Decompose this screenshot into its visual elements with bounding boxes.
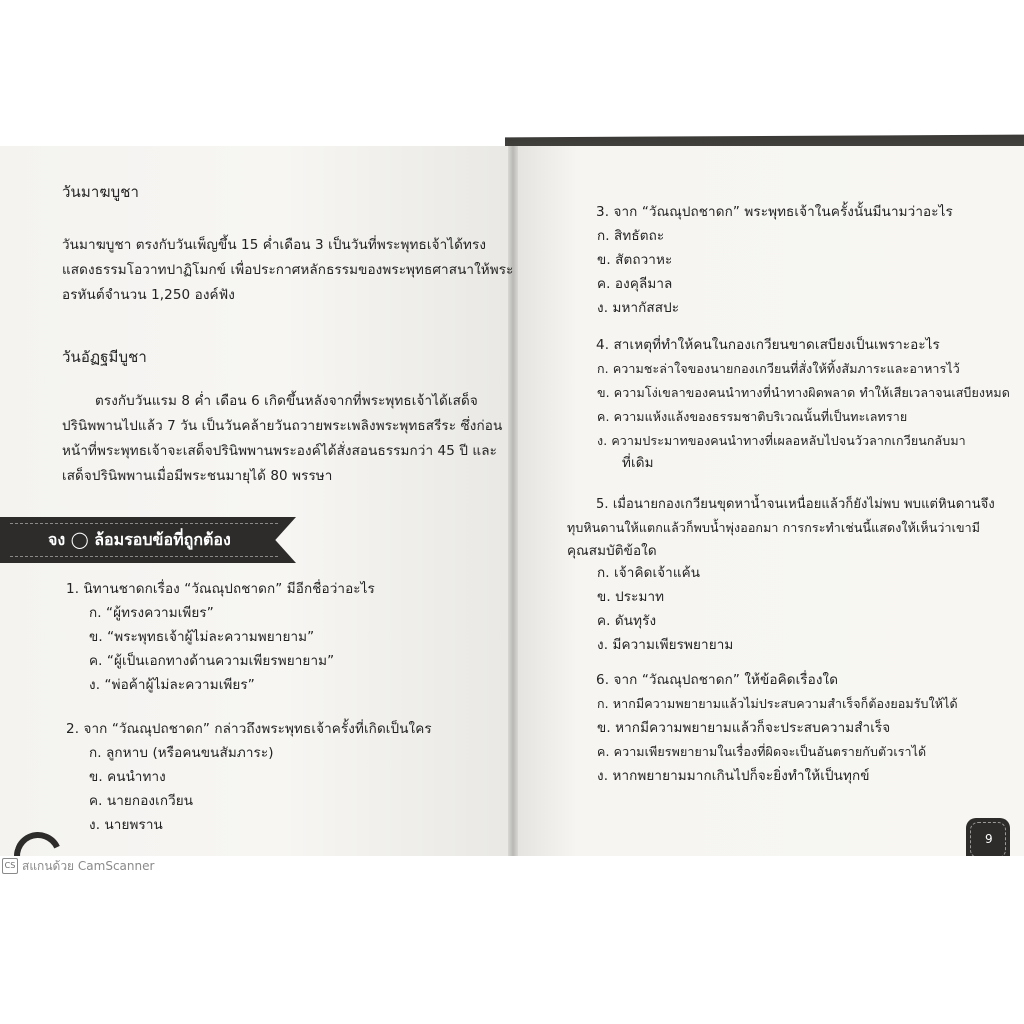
question-option: ง. มีความเพียรพยายาม bbox=[597, 637, 734, 653]
question-option: ง. “พ่อค้าผู้ไม่ละความเพียร” bbox=[89, 677, 255, 693]
paragraph-line: ตรงกับวันแรม 8 ค่ำ เดือน 6 เกิดขึ้นหลังจากที่พระพุทธเจ้าได้เสด็จ bbox=[95, 393, 478, 409]
question-option: ค. ความแห้งแล้งของธรรมชาติบริเวณนั้นที่เป็นทะเลทราย bbox=[597, 409, 908, 424]
question-option: ค. “ผู้เป็นเอกทางด้านความเพียรพยายาม” bbox=[89, 653, 335, 669]
question-option: ก. ลูกหาบ (หรือคนขนสัมภาระ) bbox=[89, 745, 274, 761]
camscanner-logo-icon: CS bbox=[2, 858, 18, 874]
question-2: 2. จาก “วัณณุปถชาดก” กล่าวถึงพระพุทธเจ้าครั้งที่เกิดเป็นใคร bbox=[66, 721, 432, 737]
paragraph-line: อรหันต์จำนวน 1,250 องค์ฟัง bbox=[62, 287, 235, 303]
paragraph-line: วันมาฆบูชา ตรงกับวันเพ็ญขึ้น 15 ค่ำเดือน 3 เป็นวันที่พระพุทธเจ้าได้ทรง bbox=[62, 237, 487, 253]
question-option: ข. ความโง่เขลาของคนนำทางที่นำทางผิดพลาด ทำให้เสียเวลาจนเสบียงหมด bbox=[597, 385, 1010, 400]
question-option: ข. สัตถวาหะ bbox=[597, 252, 673, 268]
watermark-text: สแกนด้วย CamScanner bbox=[22, 858, 155, 873]
paragraph-line: เสด็จปรินิพพานเมื่อมีพระชนมายุได้ 80 พรรษา bbox=[62, 468, 333, 484]
question-option: ค. ดันทุรัง bbox=[597, 613, 657, 629]
camscanner-watermark bbox=[2, 858, 154, 874]
paragraph-line: ปรินิพพานไปแล้ว 7 วัน เป็นวันคล้ายวันถวายพระเพลิงพระพุทธสรีระ ซึ่งก่อน bbox=[62, 418, 503, 434]
question-option: ค. ความเพียรพยายามในเรื่องที่ผิดจะเป็นอันตรายกับตัวเราได้ bbox=[597, 744, 927, 759]
section-title-makha-bucha: วันมาฆบูชา bbox=[62, 183, 140, 201]
question-option: ก. ความชะล่าใจของนายกองเกวียนที่สั่งให้ทิ้งสัมภาระและอาหารไว้ bbox=[597, 361, 960, 376]
question-option: ก. หากมีความพยายามแล้วไม่ประสบความสำเร็จก็ต้องยอมรับให้ได้ bbox=[597, 696, 958, 711]
question-option: ง. หากพยายามมากเกินไปก็จะยิ่งทำให้เป็นทุกข์ bbox=[597, 768, 870, 784]
question-3: 3. จาก “วัณณุปถชาดก” พระพุทธเจ้าในครั้งนั้นมีนามว่าอะไร bbox=[596, 204, 953, 220]
question-4: 4. สาเหตุที่ทำให้คนในกองเกวียนขาดเสบียงเป็นเพราะอะไร bbox=[596, 337, 940, 353]
paragraph-line: หน้าที่พระพุทธเจ้าจะเสด็จปรินิพพานพระองค์ได้สั่งสอนธรรมกว่า 45 ปี และ bbox=[62, 443, 497, 459]
question-option: ข. หากมีความพยายามแล้วก็จะประสบความสำเร็จ bbox=[597, 720, 891, 736]
question-5-line: คุณสมบัติข้อใด bbox=[567, 543, 657, 559]
page-number: 9 bbox=[985, 832, 993, 846]
question-option-continuation: ที่เดิม bbox=[622, 455, 654, 471]
question-1: 1. นิทานชาดกเรื่อง “วัณณุปถชาดก” มีอีกชื่อว่าอะไร bbox=[66, 581, 375, 597]
question-option: ง. มหากัสสปะ bbox=[597, 300, 680, 316]
question-option: ก. “ผู้ทรงความเพียร” bbox=[89, 605, 214, 621]
section-title-atthami-bucha: วันอัฏฐมีบูชา bbox=[62, 348, 147, 366]
paragraph-line: แสดงธรรมโอวาทปาฏิโมกข์ เพื่อประกาศหลักธรรมของพระพุทธศาสนาให้พระ bbox=[62, 262, 514, 278]
question-option: ง. นายพราน bbox=[89, 817, 163, 833]
question-option: ค. องคุลีมาล bbox=[597, 276, 673, 292]
question-6: 6. จาก “วัณณุปถชาดก” ให้ข้อคิดเรื่องใด bbox=[596, 672, 839, 688]
book-gutter bbox=[508, 146, 518, 856]
question-option: ข. ประมาท bbox=[597, 589, 665, 605]
question-5-line: ทุบหินดานให้แตกแล้วก็พบน้ำพุ่งออกมา การกระทำเช่นนี้แสดงให้เห็นว่าเขามี bbox=[567, 520, 981, 535]
question-option: ก. สิทธัตถะ bbox=[597, 228, 665, 244]
question-option: ค. นายกองเกวียน bbox=[89, 793, 194, 809]
question-option: ข. คนนำทาง bbox=[89, 769, 166, 785]
question-option: ก. เจ้าคิดเจ้าแค้น bbox=[597, 565, 701, 581]
background-bottom bbox=[0, 856, 1024, 1024]
instruction-text: จง ◯ ล้อมรอบข้อที่ถูกต้อง bbox=[48, 530, 231, 549]
background-top bbox=[0, 0, 1024, 146]
question-5: 5. เมื่อนายกองเกวียนขุดหาน้ำจนเหนื่อยแล้วก็ยังไม่พบ พบแต่หินดานจึง bbox=[596, 497, 995, 512]
question-option: ข. “พระพุทธเจ้าผู้ไม่ละความพยายาม” bbox=[89, 629, 315, 645]
question-option: ง. ความประมาทของคนนำทางที่เผลอหลับไปจนวัวลากเกวียนกลับมา bbox=[597, 433, 966, 448]
